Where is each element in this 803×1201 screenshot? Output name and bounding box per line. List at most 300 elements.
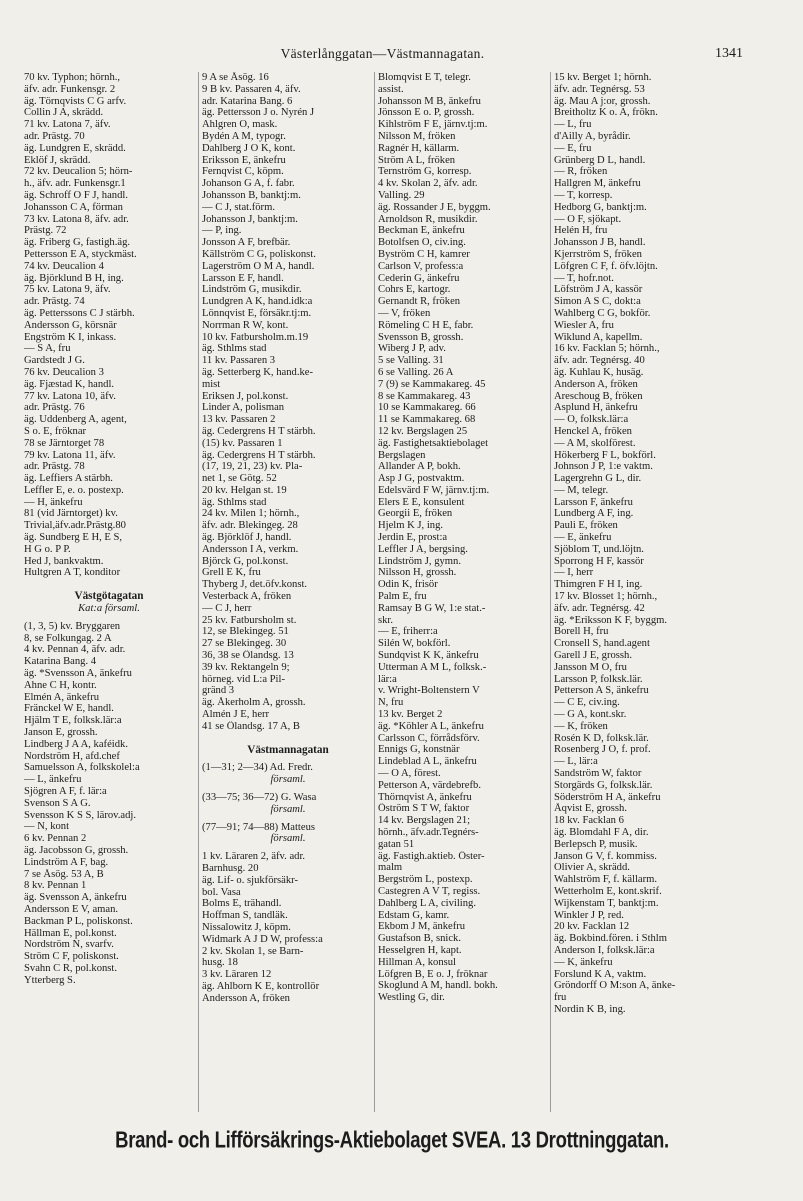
directory-entry: adr. Prästg. 74 xyxy=(24,296,85,308)
directory-entry: äg. Schroff O F J, handl. xyxy=(24,189,128,201)
directory-entry: S o. E, fröknar xyxy=(24,425,87,437)
directory-entry: Thörnqvist A, änkefru xyxy=(378,791,472,803)
directory-entry: Svensson K S S, lärov.adj. xyxy=(24,809,137,821)
directory-entry: 4 kv. Pennan 4, äfv. adr. xyxy=(24,644,126,656)
directory-entry: Hillman A, konsul xyxy=(378,956,456,968)
directory-entry: — L, änkefru xyxy=(24,774,82,786)
directory-entry: Ternström G, korresp. xyxy=(378,166,472,178)
directory-entry: Storgärds G, folksk.lär. xyxy=(554,779,653,791)
directory-entry: — O A, förest. xyxy=(378,768,441,780)
directory-entry: Jonsson A F, brefbär. xyxy=(202,237,291,249)
directory-entry: 14 kv. Bergslagen 21; xyxy=(378,815,471,827)
directory-entry: Bergslagen xyxy=(378,449,426,461)
directory-entry: Backman P L, poliskonst. xyxy=(24,915,133,927)
directory-entry: Pauli E, fröken xyxy=(554,520,618,532)
directory-entry: 39 kv. Rektangeln 9; xyxy=(202,661,290,673)
directory-entry: — P, ing. xyxy=(202,225,242,237)
directory-entry: 9 A se Åsög. 16 xyxy=(202,72,269,83)
directory-entry: — C J, herr xyxy=(202,602,252,614)
directory-entry: församl. xyxy=(270,774,306,786)
directory-entry: Wiklund A, kapellm. xyxy=(554,331,643,343)
directory-entry: 8 se Kammakareg. 43 xyxy=(378,390,471,402)
directory-entry: adr. Katarina Bang. 6 xyxy=(202,95,293,107)
directory-entry: Janson G V, f. kommiss. xyxy=(554,850,657,862)
directory-entry: Sandström W, faktor xyxy=(554,768,642,780)
directory-entry: äg. Sundberg E H, E S, xyxy=(24,532,123,544)
column-4 xyxy=(550,72,726,1112)
directory-entry: Rosén K D, folksk.lär. xyxy=(554,732,649,744)
directory-entry: mist xyxy=(202,378,221,390)
directory-entry: Edstam G, kamr. xyxy=(378,909,450,921)
directory-entry: — A M, skolförest. xyxy=(554,437,636,449)
directory-entry: 16 kv. Facklan 5; hörnh., xyxy=(554,343,660,355)
directory-entry: Johanson G A, f. fabr. xyxy=(202,178,295,190)
directory-entry: äg. Svensson A, änkefru xyxy=(24,892,127,904)
directory-entry: Andersson G, körsnär xyxy=(24,319,117,331)
directory-entry: äg. Rossander J E, byggm. xyxy=(378,201,491,213)
directory-entry: — T, hofr.not. xyxy=(554,272,614,284)
street-heading: Västmannagatan xyxy=(247,744,329,756)
directory-entry: 11 se Kammakareg. 68 xyxy=(378,414,476,426)
page-header xyxy=(22,46,743,66)
directory-entry: d'Ailly A, byrådir. xyxy=(554,130,631,142)
directory-entry: — R, fröken xyxy=(554,166,608,178)
directory-entry: 13 kv. Berget 2 xyxy=(378,709,443,721)
directory-entry: Nissalowitz J, köpm. xyxy=(202,921,291,933)
directory-entry: Ström C F, poliskonst. xyxy=(24,951,119,963)
directory-entry: Bolms E, trähandl. xyxy=(202,898,282,910)
directory-entry: 6 kv. Pennan 2 xyxy=(24,833,87,845)
directory-entry: 5 se Valling. 31 xyxy=(378,355,444,367)
directory-entry: Jansson M O, fru xyxy=(554,661,627,673)
directory-entry: 4 kv. Skolan 2, äfv. adr. xyxy=(378,178,478,190)
directory-entry: Widmark A J D W, profess:a xyxy=(202,933,323,945)
directory-entry: Lagerström O M A, handl. xyxy=(202,260,315,272)
directory-entry: Jönsson E o. P, grossh. xyxy=(378,107,475,119)
page-number: 1341 xyxy=(715,46,743,61)
directory-entry: Forslund K A, vaktm. xyxy=(554,968,647,980)
directory-entry: Ekbom J M, änkefru xyxy=(378,921,466,933)
directory-entry: Jerdin E, prost:a xyxy=(378,532,448,544)
directory-entry: Svenson S A G. xyxy=(24,797,91,809)
directory-entry: äg. Cedergrens H T stärbh. xyxy=(202,425,316,437)
directory-entry: Johnson J P, 1:e vaktm. xyxy=(554,461,653,473)
directory-entry: Larsson P, folksk.lär. xyxy=(554,673,643,685)
directory-entry: — L, lär:a xyxy=(554,756,598,768)
directory-entry: 6 se Valling. 26 A xyxy=(378,366,454,378)
directory-entry: äg. Åkerholm A, grossh. xyxy=(202,697,306,709)
directory-entry: äg. Pettersson J o. Nyrén J xyxy=(202,107,315,119)
directory-entry: Thyberg J, det.öfv.konst. xyxy=(202,579,308,591)
directory-entry: Kihlström F E, järnv.tj:m. xyxy=(378,119,488,131)
directory-entry: adr. Prästg. 78 xyxy=(24,461,85,473)
directory-entry: Borell H, fru xyxy=(554,626,609,638)
directory-entry: Lagergrehn G L, dir. xyxy=(554,473,642,485)
directory-entry: Carlson V, profess:a xyxy=(378,260,464,272)
directory-entry: Beckman E, änkefru xyxy=(378,225,465,237)
directory-entry: Fernqvist C, köpm. xyxy=(202,166,284,178)
directory-entry: Andersson E V, aman. xyxy=(24,903,119,915)
directory-entry: Hed J, bankvaktm. xyxy=(24,555,104,567)
directory-entry: — C E, civ.ing. xyxy=(554,697,620,709)
directory-entry: Allander A P, bokh. xyxy=(378,461,461,473)
directory-entry: Arnoldson R, musikdir. xyxy=(378,213,478,225)
directory-entry: — N, kont xyxy=(24,821,70,833)
directory-entry: Ström A L, fröken xyxy=(378,154,456,166)
directory-entry: 20 kv. Facklan 12 xyxy=(554,921,630,933)
directory-entry: Berlepsch P, musik. xyxy=(554,838,638,850)
directory-entry: äg. Lundgren E, skrädd. xyxy=(24,142,126,154)
directory-entry: Andersson A, fröken xyxy=(202,992,290,1004)
directory-entry: Hultgren A T, konditor xyxy=(24,567,121,579)
directory-entry: Larsson F, änkefru xyxy=(554,496,633,508)
directory-entry: Nilsson H, grossh. xyxy=(378,567,457,579)
directory-entry: 17 kv. Blosset 1; hörnh., xyxy=(554,591,658,603)
directory-entry: Källström C G, poliskonst. xyxy=(202,248,316,260)
directory-entry: Linder A, polisman xyxy=(202,402,285,414)
column-1 xyxy=(24,72,194,1112)
directory-entry: — E, friherr:a xyxy=(378,626,438,638)
directory-entry: Nordin K B, ing. xyxy=(554,1003,626,1015)
directory-entry: malm xyxy=(378,862,403,874)
directory-entry: Byström C H, kamrer xyxy=(378,248,470,260)
directory-entry: Blomqvist E T, telegr. xyxy=(378,72,471,83)
directory-entry: 77 kv. Latona 10, äfv. xyxy=(24,390,116,402)
directory-entry: Westling G, dir. xyxy=(378,992,445,1004)
directory-entry: — L, fru xyxy=(554,119,592,131)
directory-entry: Skoglund A M, handl. bokh. xyxy=(378,980,498,992)
directory-entry: Johansson J, banktj:m. xyxy=(202,213,298,225)
directory-entry: Petterson A, värdebrefb. xyxy=(378,779,481,791)
advertisement-banner: Brand- och Lifförsäkrings-Aktiebolaget SVEA. 13 Drottninggatan. xyxy=(115,1126,669,1153)
directory-entry: net 1, se Götg. 52 xyxy=(202,473,277,485)
directory-entry: Ytterberg S. xyxy=(24,974,76,986)
directory-entry: Katarina Bang. 4 xyxy=(24,656,97,668)
directory-entry: Engström K I, inkass. xyxy=(24,331,117,343)
directory-entry: 12 kv. Bergslagen 25 xyxy=(378,425,468,437)
directory-entry: Gustafson B, snick. xyxy=(378,933,461,945)
directory-entry: Wahlberg C G, bokför. xyxy=(554,307,651,319)
directory-entry: h., äfv. adr. Funkensgr.1 xyxy=(24,178,126,190)
directory-entry: Wahlström F, f. källarm. xyxy=(554,874,658,886)
directory-entry: Lindeblad A L, änkefru xyxy=(378,756,477,768)
directory-entry: Anderson A, fröken xyxy=(554,378,638,390)
directory-entry: 18 kv. Facklan 6 xyxy=(554,815,624,827)
directory-entry: Löfström J A, kassör xyxy=(554,284,643,296)
directory-entry: — M, telegr. xyxy=(554,484,609,496)
directory-entry: 8, se Folkungag. 2 A xyxy=(24,632,112,644)
directory-entry: Öström S T W, faktor xyxy=(378,803,470,815)
directory-entry: Grell E K, fru xyxy=(202,567,261,579)
directory-entry: Barnhusg. 20 xyxy=(202,863,259,874)
directory-entry: Cohrs E, kartogr. xyxy=(378,284,451,296)
directory-entry: 8 kv. Pennan 1 xyxy=(24,880,87,892)
directory-entry: Silén W, bokförl. xyxy=(378,638,451,650)
directory-entry: församl. xyxy=(270,803,306,815)
directory-entry: Löfgren B, E o. J, fröknar xyxy=(378,968,488,980)
column-2 xyxy=(198,72,374,1112)
directory-entry: Sjöblom T, und.löjtn. xyxy=(554,543,644,555)
directory-entry: Björck G, pol.konst. xyxy=(202,555,289,567)
directory-entry: Wiberg J P, adv. xyxy=(378,343,446,355)
directory-entry: Kat:a församl. xyxy=(78,603,140,615)
directory-entry: — K, fröken xyxy=(554,720,608,732)
directory-entry: 81 (vid Järntorget) kv. xyxy=(24,508,118,520)
directory-entry: Winkler J P, red. xyxy=(554,909,624,921)
directory-entry: Asp J G, postvaktm. xyxy=(378,473,465,485)
directory-entry: Hallgren M, änkefru xyxy=(554,178,641,190)
directory-entry: Botolfsen O, civ.ing. xyxy=(378,237,466,249)
directory-entry: Ragnér H, källarm. xyxy=(378,142,460,154)
directory-entry: äg. Mau A j:or, grossh. xyxy=(554,95,651,107)
directory-entry: Gernandt R, fröken xyxy=(378,296,461,308)
directory-entry: äg. Leffiers A stärbh. xyxy=(24,473,113,485)
directory-entry: 72 kv. Deucalion 5; hörn- xyxy=(24,166,133,178)
directory-entry: Johansson B, banktj:m. xyxy=(202,189,301,201)
directory-entry: äg. Sthlms stad xyxy=(202,496,267,508)
column-3 xyxy=(374,72,550,1112)
directory-entry: äg. *Svensson A, änkefru xyxy=(24,668,132,680)
directory-entry: Olivier A, skrädd. xyxy=(554,862,630,874)
directory-entry: Samuelsson A, folkskolel:a xyxy=(24,762,140,774)
directory-entry: Hjelm K J, ing. xyxy=(378,520,444,532)
directory-entry: äg. Kuhlau K, husäg. xyxy=(554,366,644,378)
directory-entry: Nordström N, svarfv. xyxy=(24,939,114,951)
directory-entry: Lindström G, musikdir. xyxy=(202,284,302,296)
directory-entry: Carlsson C, förrådsförv. xyxy=(378,732,480,744)
directory-entry: Åqvist E, grossh. xyxy=(554,803,627,815)
directory-entry: Lindberg J A A, kaféidk. xyxy=(24,738,128,750)
directory-entry: äg. Lif- o. sjukförsäkr- xyxy=(202,874,298,886)
directory-entry: — H, änkefru xyxy=(24,496,83,508)
directory-entry: Elmén A, änkefru xyxy=(24,691,100,703)
directory-entry: 9 B kv. Passaren 4, äfv. xyxy=(202,83,301,95)
directory-entry: 13 kv. Passaren 2 xyxy=(202,414,276,426)
directory-entry: 20 kv. Helgan st. 19 xyxy=(202,484,287,496)
directory-entry: 78 se Järntorget 78 xyxy=(24,437,105,449)
directory-entry: Bydén A M, typogr. xyxy=(202,130,286,142)
directory-entry: äg. Fjæstad K, handl. xyxy=(24,378,115,390)
directory-entry: 41 se Ölandsg. 17 A, B xyxy=(202,720,300,732)
directory-entry: äg. Sthlms stad xyxy=(202,343,267,355)
directory-entry: äfv. adr. Tegnérsg. 42 xyxy=(554,602,645,614)
directory-entry: Breitholtz K o. A, frökn. xyxy=(554,107,658,119)
directory-entry: Gardstedt J G. xyxy=(24,355,85,367)
directory-entry: N, fru xyxy=(378,697,404,709)
directory-entry: Hällman E, pol.konst. xyxy=(24,927,117,939)
directory-entry: Areschoug B, fröken xyxy=(554,390,643,402)
directory-entry: (33—75; 36—72) G. Wasa xyxy=(202,792,317,804)
directory-entry: Eriksson E, änkefru xyxy=(202,154,286,166)
directory-entry: Utterman A M L, folksk.- xyxy=(378,661,487,673)
directory-entry: Wiesler A, fru xyxy=(554,319,614,331)
directory-entry: (1—31; 2—34) Ad. Fredr. xyxy=(202,762,313,774)
directory-entry: Vesterback A, fröken xyxy=(202,591,292,603)
directory-entry: församl. xyxy=(270,833,306,845)
directory-entry: Hjälm T E, folksk.lär:a xyxy=(24,715,122,727)
directory-entry: Simon A S C, dokt:a xyxy=(554,296,641,308)
directory-entry: Odin K, frisör xyxy=(378,579,438,591)
directory-entry: Römeling C H E, fabr. xyxy=(378,319,474,331)
directory-entry: Svensson B, grossh. xyxy=(378,331,464,343)
directory-entry: (1, 3, 5) kv. Bryggaren xyxy=(24,620,121,632)
directory-entry: (77—91; 74—88) Matteus xyxy=(202,821,315,833)
directory-entry: Grünberg D L, handl. xyxy=(554,154,646,166)
directory-entry: Dahlberg J O K, kont. xyxy=(202,142,296,154)
directory-entry: 76 kv. Deucalion 3 xyxy=(24,366,104,378)
directory-entry: Hedborg G, banktj:m. xyxy=(554,201,647,213)
directory-entry: Garell J E, grossh. xyxy=(554,650,632,662)
directory-entry: 24 kv. Milen 1; hörnh., xyxy=(202,508,300,520)
directory-entry: adr. Prästg. 76 xyxy=(24,402,85,414)
directory-entry: — E, änkefru xyxy=(554,532,612,544)
directory-entry: äfv. adr. Funkensgr. 2 xyxy=(24,83,116,95)
directory-entry: Sjögren A F, f. lär:a xyxy=(24,786,107,798)
directory-entry: Asplund H, änkefru xyxy=(554,402,638,414)
directory-entry: 75 kv. Latona 9, äfv. xyxy=(24,284,111,296)
directory-entry: — K, änkefru xyxy=(554,956,613,968)
directory-entry: 25 kv. Fatbursholm st. xyxy=(202,614,297,626)
directory-entry: — O F, sjökapt. xyxy=(554,213,622,225)
directory-entry: 2 kv. Skolan 1, se Barn- xyxy=(202,945,304,957)
directory-entry: äg. Blomdahl F A, dir. xyxy=(554,827,649,838)
directory-entry: Anderson I, folksk.lär:a xyxy=(554,944,655,956)
directory-entry: 11 kv. Passaren 3 xyxy=(202,355,276,367)
directory-entry: lär:a xyxy=(378,673,397,685)
directory-entry: äg. Fastigh.aktieb. Öster- xyxy=(378,850,485,862)
directory-entry: Wijkenstam T, banktj:m. xyxy=(554,897,659,909)
directory-entry: Hökerberg F L, bokförl. xyxy=(554,449,656,461)
directory-entry: äg. Friberg G, fastigh.äg. xyxy=(24,237,131,249)
directory-entry: — E, fru xyxy=(554,142,592,154)
directory-entry: — V, fröken xyxy=(378,307,431,319)
directory-entry: — C J, stat.förm. xyxy=(202,201,275,213)
directory-entry: Henckel A, fröken xyxy=(554,425,632,437)
directory-entry: hörneg. vid L:a Pil- xyxy=(202,673,285,685)
directory-entry: husg. 18 xyxy=(202,957,238,969)
directory-entry: Rosenberg J O, f. prof. xyxy=(554,744,651,756)
directory-entry: Palm E, fru xyxy=(378,591,427,603)
directory-entry: Trivial,äfv.adr.Prästg.80 xyxy=(24,520,126,532)
directory-entry: skr. xyxy=(378,614,394,626)
directory-entry: 10 kv. Fatbursholm.m.19 xyxy=(202,331,309,343)
directory-entry: Nilsson M, fröken xyxy=(378,130,456,142)
directory-entry: äg. Björklöf J, handl. xyxy=(202,532,292,544)
directory-entry: H G o. P P. xyxy=(24,543,71,555)
directory-entry: 79 kv. Latona 11, äfv. xyxy=(24,449,116,461)
directory-entry: 7 se Åsög. 53 A, B xyxy=(24,868,104,880)
directory-entry: Prästg. 72 xyxy=(24,225,67,237)
directory-entry: Johansson J B, handl. xyxy=(554,237,646,249)
directory-entry: Leffler E, e. o. postexp. xyxy=(24,484,124,496)
directory-entry: 36, 38 se Ölandsg. 13 xyxy=(202,650,294,662)
directory-entry: äg. Petterssons C J stärbh. xyxy=(24,307,135,319)
directory-entry: Hoffman S, tandläk. xyxy=(202,910,288,922)
directory-entry: äg. Jacobsson G, grossh. xyxy=(24,845,129,856)
directory-entry: v. Wright-Boltenstern V xyxy=(378,685,480,697)
directory-entry: — I, herr xyxy=(554,567,594,579)
directory-entry: Georgii E, fröken xyxy=(378,508,453,520)
directory-entry: Cronsell S, hand.agent xyxy=(554,638,650,650)
directory-entry: — G A, kont.skr. xyxy=(554,709,627,721)
directory-entry: Ahlgren O, mask. xyxy=(202,119,278,131)
directory-entry: Nordström H, afd.chef xyxy=(24,750,120,762)
directory-entry: Lundberg A F, ing. xyxy=(554,508,634,520)
directory-entry: — O, folksk.lär:a xyxy=(554,414,629,426)
directory-entry: Edelsvärd F W, järnv.tj:m. xyxy=(378,484,490,496)
directory-entry: äfv. adr. Tegnérsg. 40 xyxy=(554,355,645,367)
directory-entry: (15) kv. Passaren 1 xyxy=(202,437,283,449)
directory-entry: gatan 51 xyxy=(378,838,415,850)
directory-entry: Fränckel W E, handl. xyxy=(24,703,114,715)
directory-entry: Cederin G, änkefru xyxy=(378,272,460,284)
directory-entry: 7 (9) se Kammakareg. 45 xyxy=(378,378,486,390)
directory-entry: äg. Bokbind.fören. i Sthlm xyxy=(554,933,667,945)
directory-entry: Valling. 29 xyxy=(378,189,425,201)
directory-entry: Kjerrström S, fröken xyxy=(554,248,642,260)
directory-entry: Elers E E, konsulent xyxy=(378,496,465,508)
directory-entry: assist. xyxy=(378,83,404,95)
directory-entry: Sundqvist K K, änkefru xyxy=(378,650,479,662)
directory-entry: Ramsay B G W, 1:e stat.- xyxy=(378,602,486,614)
directory-entry: Johansson C A, förman xyxy=(24,201,123,213)
directory-columns xyxy=(24,72,724,1112)
directory-entry: 3 kv. Läraren 12 xyxy=(202,969,272,981)
directory-entry: Thimgren F H I, ing. xyxy=(554,579,643,591)
directory-entry: Andersson I A, verkm. xyxy=(202,543,299,555)
directory-entry: äg. *Eriksson K F, byggm. xyxy=(554,614,668,626)
directory-entry: 12, se Blekingeg. 51 xyxy=(202,626,289,638)
directory-entry: äg. Ahlborn K E, kontrollör xyxy=(202,980,320,992)
directory-entry: adr. Prästg. 70 xyxy=(24,130,85,142)
directory-entry: Petterson A S, änkefru xyxy=(554,685,649,697)
directory-entry: 71 kv. Latona 7, äfv. xyxy=(24,119,111,131)
page-title: Västerlånggatan—Västmannagatan. xyxy=(280,46,485,61)
directory-entry: Lindström J, gymn. xyxy=(378,555,461,567)
directory-entry: Gröndorff O M:son A, änke- xyxy=(554,980,676,992)
directory-entry: Norrman R W, kont. xyxy=(202,319,289,331)
directory-entry: 73 kv. Latona 8, äfv. adr. xyxy=(24,213,129,225)
directory-entry: Svahn C R, pol.konst. xyxy=(24,962,118,974)
directory-entry: Pettersson E A, styckmäst. xyxy=(24,248,137,260)
directory-entry: Hesselgren H, kapt. xyxy=(378,944,462,956)
directory-entry: Lundgren A K, hand.idk:a xyxy=(202,296,313,308)
street-heading: Västgötagatan xyxy=(74,591,144,603)
directory-entry: Ahne C H, kontr. xyxy=(24,679,97,691)
directory-entry: — S A, fru xyxy=(24,343,71,355)
directory-entry: Löfgren C F, f. öfv.löjtn. xyxy=(554,260,658,272)
directory-entry: äg. *Köhler A L, änkefru xyxy=(378,720,484,732)
directory-entry: äg. Törnqvists C G arfv. xyxy=(24,95,127,107)
directory-entry: Collin J A, skrädd. xyxy=(24,107,104,119)
directory-entry: Castegren A V T, regiss. xyxy=(378,885,481,897)
directory-entry: äg. Uddenberg A, agent, xyxy=(24,414,127,426)
directory-entry: (17, 19, 21, 23) kv. Pla- xyxy=(202,461,303,473)
directory-entry: 10 se Kammakareg. 66 xyxy=(378,402,476,414)
directory-entry: 27 se Blekingeg. 30 xyxy=(202,638,287,650)
directory-entry: Eklöf J, skrädd. xyxy=(24,154,91,166)
directory-entry: Wetterholm E, kont.skrif. xyxy=(554,885,662,897)
directory-entry: Larsson E F, handl. xyxy=(202,272,284,284)
directory-entry: Janson E, grossh. xyxy=(24,727,98,739)
directory-entry: bol. Vasa xyxy=(202,886,241,898)
directory-entry: — T, korresp. xyxy=(554,189,613,201)
directory-entry: äg. Cedergrens H T stärbh. xyxy=(202,449,316,461)
directory-entry: Eriksen J, pol.konst. xyxy=(202,390,289,402)
directory-entry: hörnh., äfv.adr.Tegnérs- xyxy=(378,827,479,838)
directory-entry: 70 kv. Typhon; hörnh., xyxy=(24,72,121,83)
directory-entry: fru xyxy=(554,992,567,1004)
